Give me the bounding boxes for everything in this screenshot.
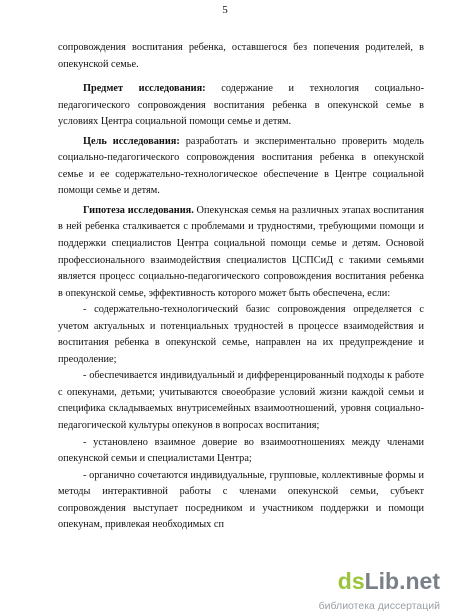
logo-net: .net bbox=[399, 568, 440, 594]
list-item-text: - органично сочетаются индивидуальные, групповые, коллективные формы и методы интерактивной работы с членами опекунской семьи, субъект сопровождения выступает посредником и участником поддержки и помощи опекунам, привлекая необходимых сп bbox=[58, 469, 424, 531]
watermark-logo bbox=[338, 568, 440, 595]
paragraph-heading: Цель исследования: bbox=[83, 135, 180, 147]
paragraph-text: Опекунская семья на различных этапах воспитания в ней ребенка сталкивается с проблемами и трудностями, требующими помощи и поддержки специалистов Центра социальной помощи семье и детям. Основой профессионального взаимодействия специалистов ЦСПСиД с такими семьями является процесс социально-педагогического сопровождения воспитания ребенка в опекунской семье, эффективность которого может быть обеспечена, если: bbox=[58, 204, 424, 299]
logo-lib: Lib bbox=[364, 568, 400, 594]
watermark-tagline: библиотека диссертаций bbox=[318, 600, 440, 612]
logo-ds: ds bbox=[337, 568, 365, 594]
list-item bbox=[58, 435, 424, 468]
list-item-text: - содержательно-технологический базис сопровождения определяется с учетом актуальных и потенциальных трудностей в процессе взаимодействия и воспитания ребенка в опекунской семье, направлен на их предупреждение и преодоление; bbox=[58, 304, 424, 365]
paragraph-text: разработать и экспериментально проверить модель социально-педагогического сопровождения воспитания ребенка в опекунской семье и ее содержательно-технологическое обеспечение в Центре социальной помощи семье и детям. bbox=[58, 135, 424, 197]
paragraph-subject bbox=[58, 81, 424, 131]
list-item bbox=[58, 368, 424, 434]
paragraph-heading: Гипотеза исследования. bbox=[83, 204, 194, 216]
list-item bbox=[58, 468, 424, 534]
paragraph-text: содержание и технология социально-педагогического сопровождения воспитания ребенка в опекунской семье в условиях Центра социальной помощи семье и детям. bbox=[58, 83, 424, 128]
list-item bbox=[58, 302, 424, 368]
paragraph-text: сопровождения воспитания ребенка, оставшегося без попечения родителей, в опекунской семье. bbox=[58, 42, 424, 70]
paragraph-hypothesis bbox=[58, 203, 424, 302]
list-item-text: - обеспечивается индивидуальный и дифференцированный подходы к работе с опекунами, детьми; учитываются своеобразие условий жизни каждой семьи и специфика складываемых внутрисемейных взаимоотношений, уровня социально-педагогической культуры опекунов в вопросах воспитания; bbox=[58, 370, 424, 432]
paragraph-heading: Предмет исследования: bbox=[83, 83, 206, 95]
document-body bbox=[58, 40, 424, 534]
paragraph-continuation bbox=[58, 40, 424, 73]
paragraph-goal bbox=[58, 134, 424, 200]
list-item-text: - установлено взаимное доверие во взаимоотношениях между членами опекунской семьи и специалистами Центра; bbox=[58, 436, 424, 465]
page-number: 5 bbox=[222, 4, 228, 16]
watermark bbox=[294, 568, 444, 612]
